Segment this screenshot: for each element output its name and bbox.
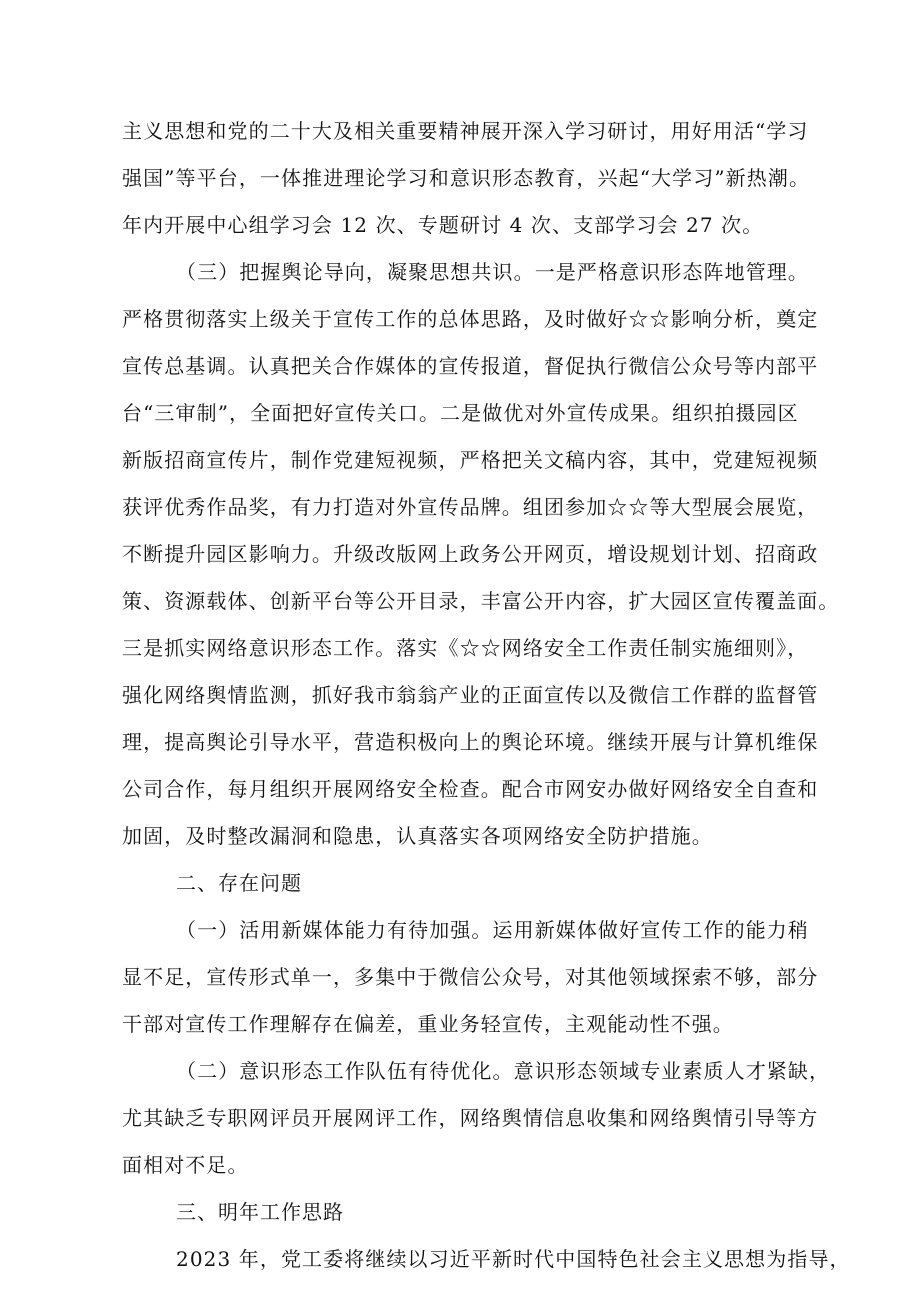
text-line bbox=[0, 1054, 920, 1088]
line-text: 三是抓实网络意识形态工作。落实《☆☆网络安全工作责任制实施细则》， bbox=[122, 636, 809, 660]
line-text: 获评优秀作品奖，有力打造对外宣传品牌。组团参加☆☆等大型展会展览， bbox=[122, 495, 819, 519]
line-text: 尤其缺乏专职网评员开展网评工作，网络舆情信息收集和网络舆情引导等方 bbox=[122, 1106, 819, 1130]
line-text: 强国”等平台，一体推进理论学习和意识形态教育，兴起“大学习”新热潮。 bbox=[122, 166, 811, 190]
heading-text: 三、明年工作思路 bbox=[176, 1200, 344, 1224]
line-text: 强化网络舆情监测，抓好我市翁翁产业的正面宣传以及微信工作群的监督管 bbox=[122, 683, 819, 707]
line-text: 公司合作，每月组织开展网络安全检查。配合市网安办做好网络安全自查和 bbox=[122, 777, 819, 801]
line-text: （二）意识形态工作队伍有待优化。意识形态领域专业素质人才紧缺， bbox=[176, 1059, 831, 1083]
text-line bbox=[0, 490, 920, 524]
text-line bbox=[0, 1007, 920, 1041]
text-line bbox=[0, 1148, 920, 1182]
section-heading bbox=[0, 1195, 920, 1229]
line-text: 台“三审制”，全面把好宣传关口。二是做优对外宣传成果。组织拍摄园区 bbox=[122, 401, 799, 425]
text-line bbox=[0, 161, 920, 195]
text-line bbox=[0, 584, 920, 618]
text-line bbox=[0, 537, 920, 571]
line-text: 年内开展中心组学习会 12 次、专题研讨 4 次、支部学习会 27 次。 bbox=[122, 213, 764, 237]
heading-text: 二、存在问题 bbox=[176, 871, 302, 895]
text-line bbox=[0, 960, 920, 994]
text-line bbox=[0, 443, 920, 477]
line-text: 干部对宣传工作理解存在偏差，重业务轻宣传，主观能动性不强。 bbox=[122, 1012, 734, 1036]
text-line bbox=[0, 725, 920, 759]
text-line bbox=[0, 1101, 920, 1135]
line-text: （一）活用新媒体能力有待加强。运用新媒体做好宣传工作的能力稍 bbox=[176, 918, 809, 942]
line-text: 2023 年，党工委将继续以习近平新时代中国特色社会主义思想为指导， bbox=[176, 1247, 851, 1271]
text-line bbox=[0, 396, 920, 430]
text-line bbox=[0, 208, 920, 242]
line-text: 新版招商宣传片，制作党建短视频，严格把关文稿内容，其中，党建短视频 bbox=[122, 448, 819, 472]
text-line bbox=[0, 1242, 920, 1276]
text-line bbox=[0, 349, 920, 383]
line-text: 策、资源载体、创新平台等公开目录，丰富公开内容，扩大园区宣传覆盖面。 bbox=[122, 589, 840, 613]
text-line bbox=[0, 114, 920, 148]
line-text: 理，提高舆论引导水平，营造积极向上的舆论环境。继续开展与计算机维保 bbox=[122, 730, 819, 754]
line-text: 面相对不足。 bbox=[122, 1153, 249, 1177]
text-line bbox=[0, 819, 920, 853]
text-line bbox=[0, 631, 920, 665]
line-text: （三）把握舆论导向，凝聚思想共识。一是严格意识形态阵地管理。 bbox=[176, 260, 809, 284]
text-line bbox=[0, 302, 920, 336]
line-text: 不断提升园区影响力。升级改版网上政务公开网页，增设规划计划、招商政 bbox=[122, 542, 819, 566]
line-text: 主义思想和党的二十大及相关重要精神展开深入学习研讨，用好用活“学习 bbox=[122, 119, 809, 143]
text-line bbox=[0, 255, 920, 289]
text-line bbox=[0, 913, 920, 947]
text-line bbox=[0, 678, 920, 712]
line-text: 严格贯彻落实上级关于宣传工作的总体思路，及时做好☆☆影响分析，奠定 bbox=[122, 307, 819, 331]
text-line bbox=[0, 772, 920, 806]
line-text: 宣传总基调。认真把关合作媒体的宣传报道，督促执行微信公众号等内部平 bbox=[122, 354, 819, 378]
line-text: 显不足，宣传形式单一，多集中于微信公众号，对其他领域探索不够，部分 bbox=[122, 965, 819, 989]
line-text: 加固，及时整改漏洞和隐患，认真落实各项网络安全防护措施。 bbox=[122, 824, 713, 848]
section-heading bbox=[0, 866, 920, 900]
